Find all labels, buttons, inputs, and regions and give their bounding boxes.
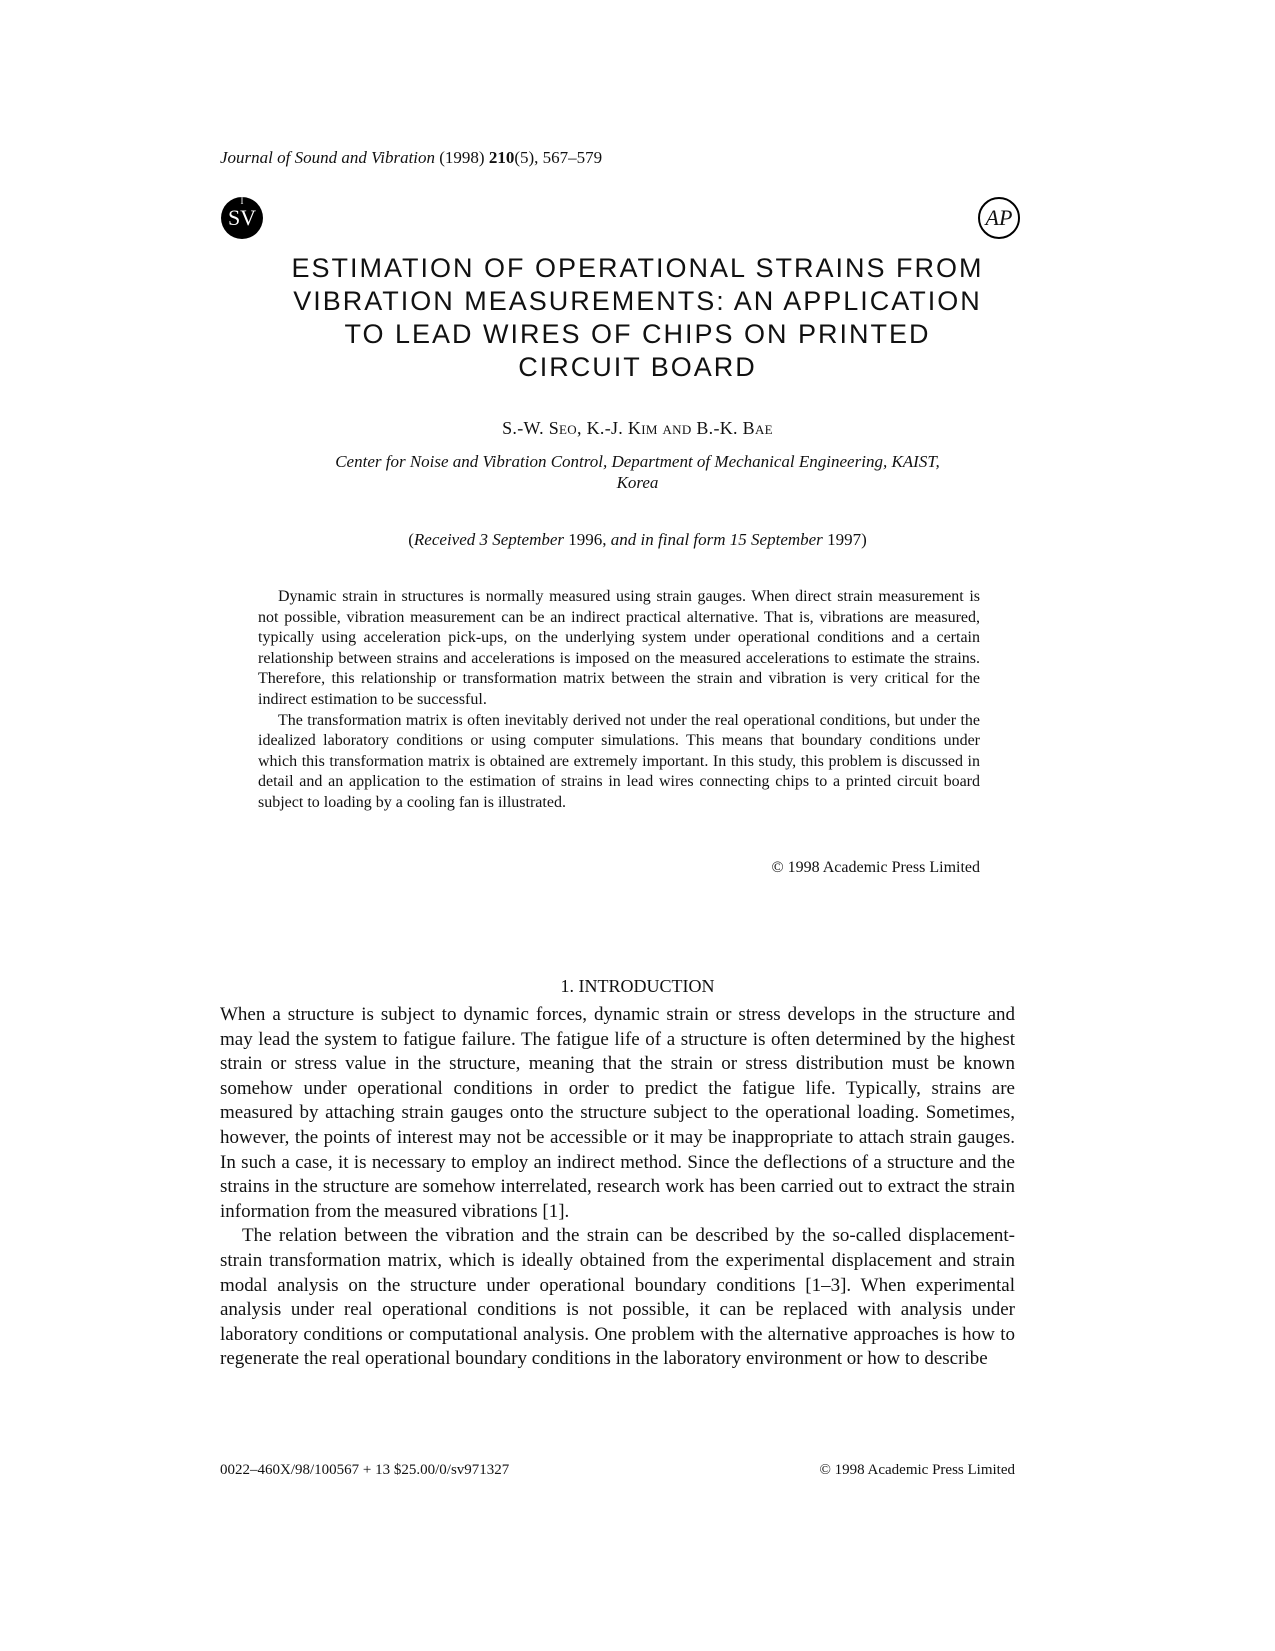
abstract [258, 587, 980, 814]
affiliation-line-2: Korea [616, 473, 659, 492]
affiliation-line-1: Center for Noise and Vibration Control, Department of Mechanical Engineering, KAIST, [335, 452, 940, 471]
title-line-2: VIBRATION MEASUREMENTS: AN APPLICATION [293, 286, 982, 316]
title-line-1: ESTIMATION OF OPERATIONAL STRAINS FROM [291, 253, 984, 283]
author-list: S.-W. Seo, K.-J. Kim and B.-K. Bae [502, 418, 773, 438]
ap-logo-icon [978, 197, 1020, 239]
ap-logo-letters: AP [985, 205, 1013, 230]
body-paragraph-1: When a structure is subject to dynamic forces, dynamic strain or stress develops in the structure and may lead the system to fatigue failure. The fatigue life of a structure is often determined by the highest strain or stress value in the structure, meaning that the strain or stress distribution must be known somehow under operational conditions in order to predict the fatigue life. Typically, strains are measured by attaching strain gauges onto the structure subject to the operational loading. Sometimes, however, the points of interest may not be accessible or it may be inappropriate to attach strain gauges. In such a case, it is necessary to employ an indirect method. Since the deflections of a structure and the strains in the structure are somehow interrelated, research work has been carried out to extract the strain information from the measured vibrations [1]. [220, 1004, 1015, 1222]
footer-copyright: © 1998 Academic Press Limited [819, 1462, 1015, 1478]
journal-issue-pages: (5), 567–579 [514, 148, 603, 167]
footer-code: 0022–460X/98/100567 + 13 $25.00/0/sv971327 [220, 1462, 510, 1478]
final-form-year: 1997 [827, 530, 862, 549]
final-form-date: 15 September [729, 530, 823, 549]
affiliation [240, 451, 1035, 493]
body-paragraph-2: The relation between the vibration and the strain can be described by the so-called displacement-strain transformation matrix, which is ideally obtained from the experimental displacement and strain modal analysis on the structure under operational boundary conditions [1–3]. When experimental analysis under real operational conditions is not possible, it can be replaced with analysis under laboratory conditions or computational analysis. One problem with the alternative approaches is how to regenerate the real operational boundary conditions in the laboratory environment or how to describe [220, 1225, 1015, 1370]
journal-name: Journal of Sound and Vibration [220, 148, 436, 167]
sv-logo-mark: I [240, 196, 244, 206]
body-text [220, 1003, 1015, 1372]
abstract-paragraph-2: The transformation matrix is often inevitably derived not under the real operational conditions, but under the idealized laboratory conditions or using computer simulations. This means that boundary conditions under which this transformation matrix is obtained are extremely important. In this study, this problem is discussed in detail and an application to the estimation of strains in lead wires connecting chips to a printed circuit board subject to loading by a cooling fan is illustrated. [258, 711, 980, 811]
final-form-label: and in final form [610, 530, 726, 549]
sv-logo-icon [221, 197, 263, 239]
received-label: Received [413, 530, 476, 549]
title-line-4: CIRCUIT BOARD [518, 352, 757, 382]
received-dates: (Received 3 September 1996, and in final form 15 September 1997) [408, 530, 867, 549]
received-year: 1996, [568, 530, 607, 549]
journal-citation [220, 148, 602, 168]
received-date: 3 September [479, 530, 565, 549]
journal-year: (1998) [439, 148, 485, 167]
section-heading: 1. INTRODUCTION [560, 976, 715, 996]
journal-volume: 210 [488, 148, 515, 167]
abstract-paragraph-1: Dynamic strain in structures is normally measured using strain gauges. When direct strain measurement is not possible, vibration measurement can be an indirect practical alternative. That is, vibrations are measured, typically using acceleration pick-ups, on the underlying system under operational conditions and a certain relationship between strains and accelerations is imposed on the measured accelerations to estimate the strains. Therefore, this relationship or transformation matrix between the strain and vibration is very critical for the indirect estimation to be successful. [258, 588, 980, 708]
paper-title [200, 252, 1075, 384]
title-line-3: TO LEAD WIRES OF CHIPS ON PRINTED [344, 319, 931, 349]
abstract-copyright: © 1998 Academic Press Limited [771, 859, 980, 876]
sv-logo-letters: SV [227, 205, 257, 230]
